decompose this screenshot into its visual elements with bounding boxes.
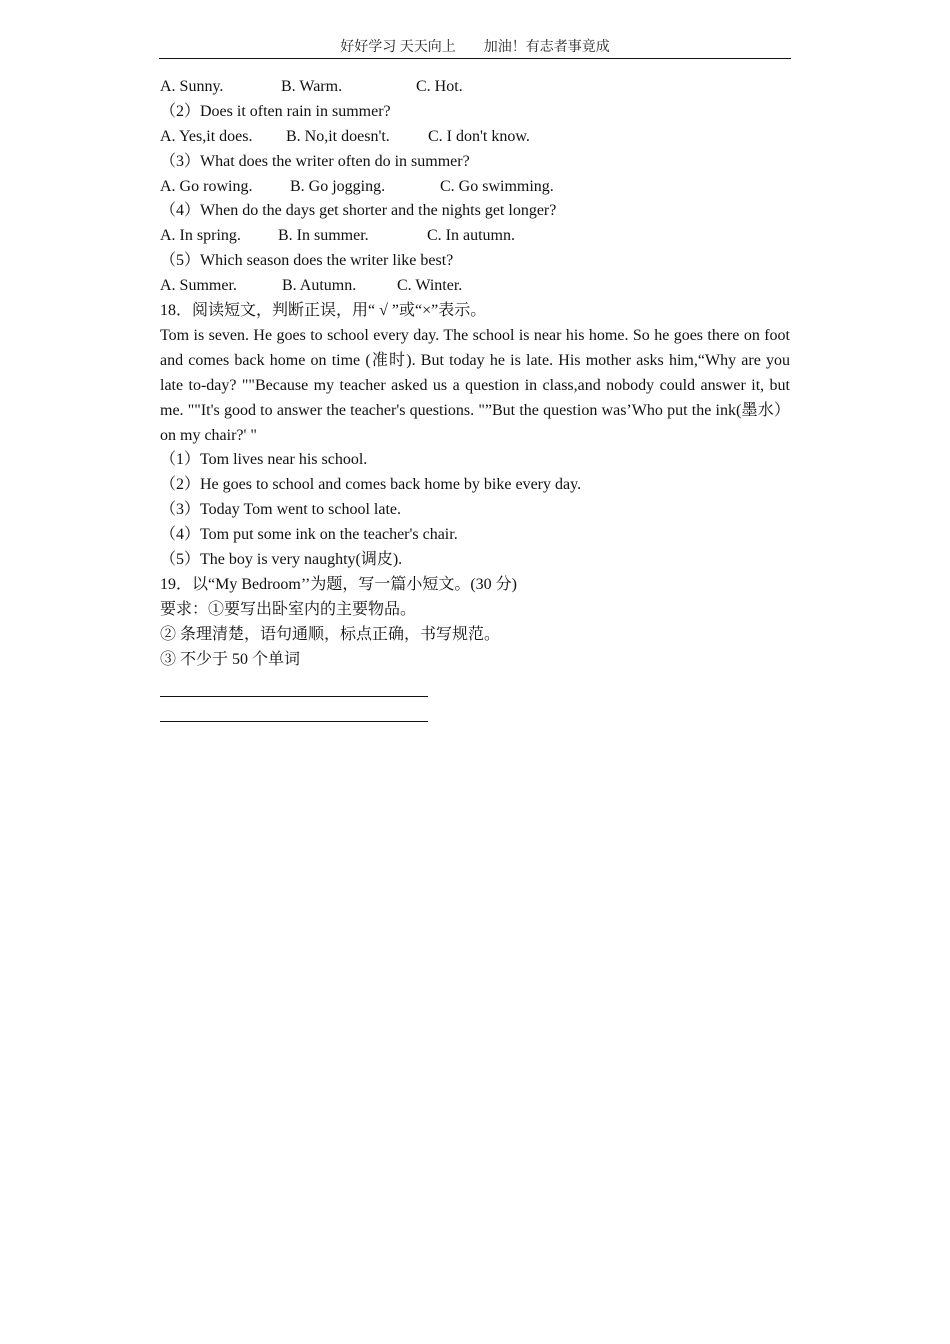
q18-title: 18．阅读短文，判断正误，用“ √ ”或“×”表示。 [160, 302, 487, 320]
answer-line[interactable] [160, 697, 428, 722]
q18-statement-5: （5）The boy is very naughty(调皮). [160, 551, 403, 568]
q19-title: 19．以“My Bedroom’’为题，写一篇小短文。(30 分) [160, 575, 518, 593]
option-c: C. Winter. [397, 277, 463, 295]
header-motto-right: 加油！有志者事竟成 [483, 40, 610, 55]
q18-statement-1: （1）Tom lives near his school. [160, 451, 368, 469]
option-a: A. In spring. [160, 227, 241, 245]
option-c: C. Hot. [416, 78, 463, 95]
option-b: B. Warm. [281, 78, 343, 95]
q17-5-options [160, 274, 790, 299]
option-c: C. In autumn. [427, 227, 515, 245]
q17-1-options [160, 75, 790, 100]
q18-statement-4: （4）Tom put some ink on the teacher's chair. [160, 526, 458, 544]
q18-statement-3: （3）Today Tom went to school late. [160, 501, 401, 519]
option-a: A. Summer. [160, 277, 237, 295]
q17-3-question: （3）What does the writer often do in summer? [160, 152, 470, 170]
option-a: A. Go rowing. [160, 177, 253, 195]
option-b: B. Go jogging. [290, 177, 386, 195]
option-c: C. I don't know. [428, 127, 530, 145]
page-header [159, 38, 791, 59]
header-motto-left: 好好学习 天天向上 [340, 40, 456, 55]
q18-passage: Tom is seven. He goes to school every day. The school is near his home. So he goes there on foot and comes back home on time (准时). But today he is late. His mother asks him,“Why are you late to-day? ""Because my teacher asked us a question in class,and nobody could answer it, but me. ""It's good to answer the teacher's questions. "”But the question was’Who put the ink(墨水）on my chair?' " [160, 326, 790, 444]
q17-4-options [160, 224, 790, 249]
option-b: B. No,it doesn't. [286, 127, 390, 145]
option-a: A. Sunny. [160, 78, 224, 95]
q19-requirement-2: ② 条理清楚，语句通顺，标点正确，书写规范。 [160, 625, 501, 643]
document-body [160, 75, 790, 722]
option-b: B. In summer. [278, 227, 369, 245]
option-b: B. Autumn. [282, 277, 357, 295]
q19-requirement-3: ③ 不少于 50 个单词 [160, 650, 301, 668]
q18-statement-2: （2）He goes to school and comes back home by bike every day. [160, 476, 582, 494]
answer-line[interactable] [160, 672, 428, 697]
option-a: A. Yes,it does. [160, 127, 253, 145]
q17-5-question: （5）Which season does the writer like best? [160, 252, 454, 270]
option-c: C. Go swimming. [440, 177, 554, 195]
q17-3-options [160, 175, 790, 200]
q17-2-question: （2）Does it often rain in summer? [160, 102, 391, 120]
q17-2-options [160, 125, 790, 150]
q19-requirement-1: 要求：①要写出卧室内的主要物品。 [160, 600, 417, 618]
q17-4-question: （4）When do the days get shorter and the nights get longer? [160, 202, 557, 220]
